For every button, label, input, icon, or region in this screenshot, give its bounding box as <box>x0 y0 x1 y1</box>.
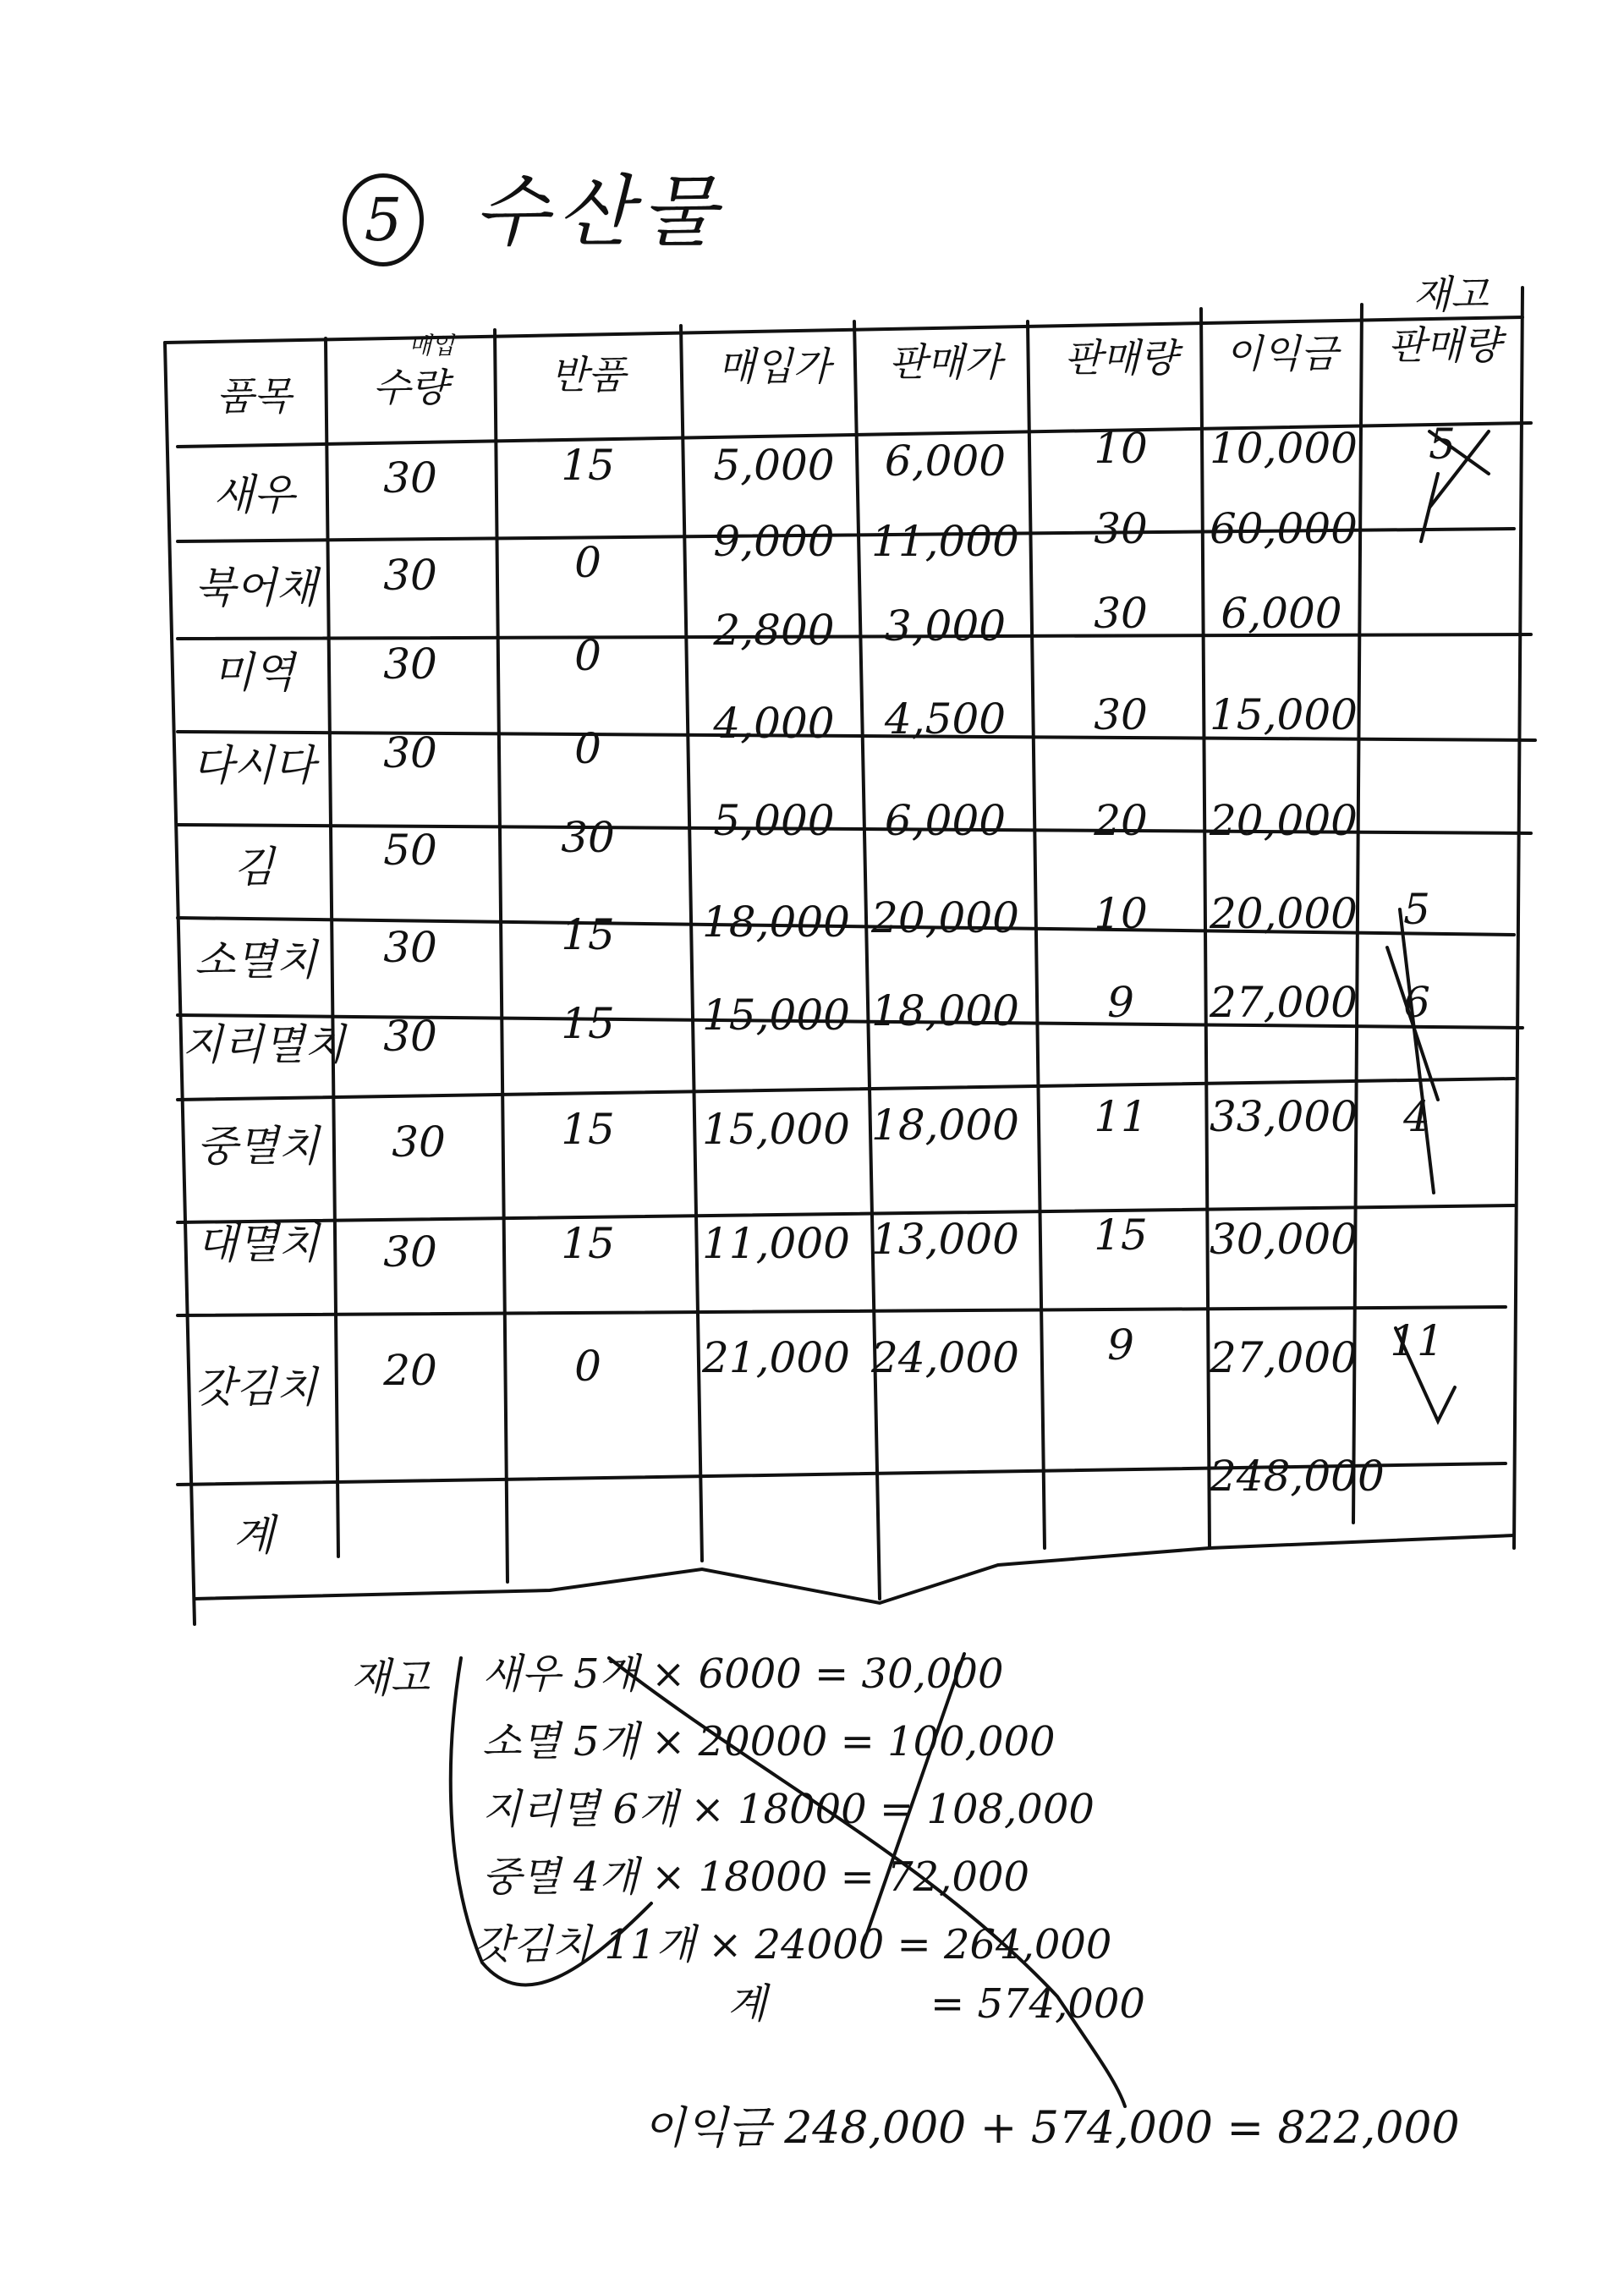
row-4-item: 김 <box>233 843 275 892</box>
row-8-buy: 11,000 <box>702 1219 850 1268</box>
inventory-line-0: 새우 5개 × 6000 = 30,000 <box>482 1650 1004 1698</box>
row-5-buy: 18,000 <box>702 898 850 947</box>
row-1-sold: 30 <box>1094 504 1148 553</box>
grid-col-0 <box>165 343 195 1624</box>
row-1-item: 북어채 <box>195 563 317 612</box>
row-8-profit: 30,000 <box>1210 1215 1358 1264</box>
row-9-sold: 9 <box>1107 1320 1134 1370</box>
row-1-buy: 9,000 <box>713 517 835 566</box>
header-inventory: 판매량 <box>1387 322 1501 368</box>
row-1-returned: 0 <box>574 538 601 587</box>
row-3-profit: 15,000 <box>1210 690 1358 739</box>
header-inventory-top: 재고 <box>1413 272 1489 317</box>
row-7-buy: 15,000 <box>702 1105 850 1154</box>
row-5-profit: 20,000 <box>1210 889 1358 938</box>
row-4-returned: 30 <box>561 813 615 862</box>
row-3-sell: 4,500 <box>884 695 1007 744</box>
row-0-returned: 15 <box>561 441 615 490</box>
row-2-sell: 3,000 <box>884 601 1007 651</box>
grid-col-4 <box>854 321 880 1599</box>
row-4-qty: 50 <box>383 826 437 875</box>
row-4-buy: 5,000 <box>713 796 835 845</box>
row-3-qty: 30 <box>383 728 437 777</box>
row-1-sell: 11,000 <box>871 517 1019 566</box>
row-6-qty: 30 <box>383 1012 437 1061</box>
total-label: 계 <box>233 1511 275 1560</box>
row-9-stock: 11 <box>1390 1316 1444 1365</box>
header-sales-volume: 판매량 <box>1064 335 1177 381</box>
row-4-profit: 20,000 <box>1210 796 1358 845</box>
row-8-returned: 15 <box>561 1219 615 1268</box>
header-purchase-price: 매입가 <box>717 343 831 389</box>
title-number: 5 <box>343 173 424 266</box>
row-0-sold: 10 <box>1094 424 1148 473</box>
row-5-returned: 15 <box>561 910 615 959</box>
row-7-profit: 33,000 <box>1210 1092 1358 1141</box>
inventory-total-value: = 574,000 <box>930 1980 1145 2028</box>
row-8-item: 대멸치 <box>196 1219 320 1268</box>
row-2-qty: 30 <box>383 640 437 689</box>
row-0-sell: 6,000 <box>884 436 1007 486</box>
row-2-item: 미역 <box>212 648 295 697</box>
row-0-stock: 5 <box>1429 420 1456 469</box>
row-5-sell: 20,000 <box>871 893 1019 942</box>
row-8-sold: 15 <box>1094 1211 1148 1260</box>
row-6-profit: 27,000 <box>1210 978 1358 1027</box>
inventory-line-1: 소멸 5개 × 20000 = 100,000 <box>482 1718 1056 1765</box>
row-7-qty: 30 <box>392 1117 446 1167</box>
header-purchase-qty-top: 매입 <box>408 332 455 360</box>
inventory-line-2: 지리멸 6개 × 18000 = 108,000 <box>482 1786 1095 1833</box>
row-7-returned: 15 <box>561 1105 615 1154</box>
header-returned: 반품 <box>550 352 626 398</box>
row-2-returned: 0 <box>574 631 601 680</box>
inventory-total-label: 계 <box>727 1980 767 2028</box>
grid-col-2 <box>495 330 508 1582</box>
row-6-returned: 15 <box>561 999 615 1048</box>
row-5-sold: 10 <box>1094 889 1148 938</box>
row-0-buy: 5,000 <box>713 441 835 490</box>
page-title: 수산물 <box>474 167 725 257</box>
header-purchase-qty: 수량 <box>372 365 448 410</box>
row-9-qty: 20 <box>383 1346 437 1395</box>
inventory-line-4: 갓김치 11개 × 24000 = 264,000 <box>474 1921 1112 1968</box>
grid-col-6 <box>1201 309 1210 1548</box>
grid-col-5 <box>1028 321 1045 1548</box>
grid-line-bottom <box>195 1535 1514 1603</box>
row-8-qty: 30 <box>383 1227 437 1277</box>
row-5-qty: 30 <box>383 923 437 972</box>
row-5-stock: 5 <box>1403 885 1430 934</box>
total-profit: 248,000 <box>1210 1452 1385 1501</box>
row-9-item: 갓김치 <box>195 1363 317 1412</box>
row-3-buy: 4,000 <box>713 699 835 748</box>
row-7-stock: 4 <box>1403 1092 1430 1141</box>
row-8-sell: 13,000 <box>871 1215 1019 1264</box>
row-6-sold: 9 <box>1107 978 1134 1027</box>
row-4-sell: 6,000 <box>884 796 1007 845</box>
final-profit: 이익금 248,000 + 574,000 = 822,000 <box>643 2103 1460 2154</box>
row-7-item: 중멸치 <box>196 1122 320 1171</box>
row-9-sell: 24,000 <box>871 1333 1019 1382</box>
inventory-label: 재고 <box>351 1655 430 1702</box>
header-item: 품목 <box>216 373 292 419</box>
row-3-sold: 30 <box>1094 690 1148 739</box>
row-2-profit: 6,000 <box>1221 589 1342 638</box>
row-4-sold: 20 <box>1094 796 1148 845</box>
row-9-profit: 27,000 <box>1210 1333 1358 1382</box>
header-sale-price: 판매가 <box>888 339 1002 385</box>
row-9-buy: 21,000 <box>702 1333 850 1382</box>
row-7-sold: 11 <box>1094 1092 1148 1141</box>
row-2-sold: 30 <box>1094 589 1148 638</box>
row-7-sell: 18,000 <box>871 1101 1019 1150</box>
row-3-returned: 0 <box>574 724 601 773</box>
row-3-item: 다시다 <box>192 741 315 790</box>
row-6-item: 지리멸치 <box>182 1020 346 1069</box>
grid-line-row9 <box>178 1307 1506 1315</box>
inventory-line-3: 중멸 4개 × 18000 = 72,000 <box>482 1853 1030 1901</box>
row-2-buy: 2,800 <box>713 606 835 655</box>
header-profit: 이익금 <box>1225 331 1338 376</box>
row-9-returned: 0 <box>574 1342 601 1391</box>
grid-col-8 <box>1514 288 1522 1548</box>
row-6-buy: 15,000 <box>702 991 850 1040</box>
row-0-qty: 30 <box>383 453 437 502</box>
row-6-stock: 6 <box>1403 978 1430 1027</box>
row-0-profit: 10,000 <box>1210 424 1358 473</box>
grid-col-3 <box>681 326 702 1561</box>
row-1-profit: 60,000 <box>1210 504 1358 553</box>
row-5-item: 소멸치 <box>195 936 317 985</box>
row-1-qty: 30 <box>383 551 437 600</box>
row-6-sell: 18,000 <box>871 986 1019 1035</box>
row-0-item: 새우 <box>212 470 295 519</box>
